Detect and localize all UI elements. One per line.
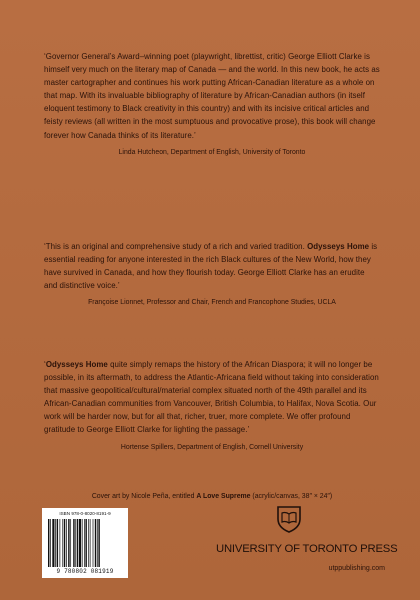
barcode-bar	[70, 519, 71, 567]
barcode-bar	[77, 519, 78, 567]
quote-attribution: Françoise Lionnet, Professor and Chair, French and Francophone Studies, UCLA	[88, 299, 336, 307]
quote-attribution: Linda Hutcheon, Department of English, University of Toronto	[118, 148, 306, 156]
barcode-bar	[60, 519, 61, 567]
barcode-bar	[68, 519, 69, 567]
barcode-bar	[84, 519, 85, 567]
book-shield-icon	[275, 504, 303, 534]
publisher-url: utppublishing.com	[328, 565, 385, 572]
barcode-bar	[97, 519, 98, 567]
barcode-bar	[73, 519, 74, 567]
credit-prefix: Cover art by Nicole Peña, entitled	[91, 493, 197, 500]
barcode-bar	[88, 519, 89, 567]
quote-run: ‘Governor General’s Award–winning poet (playwright, librettist, critic) George Elliott Clarke is himself very much on the literary map of Canada — and the world. In this new book, he acts as master cartographer and continues his work putting African-Canadian literature as a whole on that map. With its invaluable bibliography of literature by African-Canadian authors (in itself eloquent testimony to Black creativity in this country) and with its incisive critical articles and feisty reviews (all written in the most sumptuous and provocative prose), this book will change forever how Canada thinks of its literature.’	[44, 52, 380, 140]
quote-run: ‘This is an original and comprehensive study of a rich and varied tradition.	[44, 242, 308, 251]
credit-suffix: (acrylic/canvas, 38″ × 24″)	[250, 493, 333, 500]
barcode-bar	[82, 519, 83, 567]
publisher-name: UNIVERSITY OF TORONTO PRESS	[216, 543, 398, 555]
quote-run: is essential reading for anyone interested in the rich Black cultures of the New World, how they have survived in Canada, and how they flourish today. George Elliott Clarke has an erudite and distinctive voice.’	[44, 242, 378, 291]
barcode-bars	[48, 519, 122, 567]
book-title-emphasis: Odysseys Home	[307, 242, 370, 251]
barcode-digits: 9 780802 081919	[56, 568, 114, 575]
book-title-emphasis: Odysseys Home	[45, 360, 108, 369]
quote-text	[44, 50, 380, 142]
barcode-bar	[52, 519, 54, 567]
isbn-barcode	[42, 508, 128, 578]
quote-block-lionnet	[44, 240, 380, 308]
quote-text	[44, 358, 380, 437]
quote-attribution: Hortense Spillers, Department of English, Cornell University	[120, 443, 304, 451]
quote-block-spillers	[44, 358, 380, 453]
barcode-bar	[98, 519, 99, 567]
cover-art-credit	[44, 493, 380, 500]
barcode-bar	[90, 519, 91, 567]
quote-run: quite simply remaps the history of the African Diaspora; it will no longer be possible, in its aftermath, to address the Atlantic-Africana field without taking into consideration that massive geopolitical/cultural/material complex situated north of the 49th parallel and its African-Canadian communities from Vancouver, British Columbia, to Halifax, Nova Scotia. Our work will be harder now, but for all that, richer, truer, more complete. We offer profound gratitude to George Elliott Clarke for lighting the passage.’	[44, 360, 379, 435]
barcode-bar	[57, 519, 58, 567]
isbn-label: ISBN 978-0-8020-8191-9	[59, 511, 111, 516]
barcode-bar	[79, 519, 81, 567]
barcode-bar	[93, 519, 94, 567]
barcode-bar	[50, 519, 51, 567]
barcode-bar	[62, 519, 63, 567]
quote-run: ‘	[44, 360, 46, 369]
credit-title: A Love Supreme	[196, 493, 251, 500]
quote-block-hutcheon	[44, 50, 380, 158]
quote-text	[44, 240, 380, 292]
barcode-bar	[95, 519, 96, 567]
barcode-bar	[64, 519, 65, 567]
barcode-bar	[85, 519, 86, 567]
barcode-bar	[55, 519, 56, 567]
barcode-bar	[75, 519, 76, 567]
barcode-bar	[48, 519, 49, 567]
barcode-bar	[66, 519, 67, 567]
